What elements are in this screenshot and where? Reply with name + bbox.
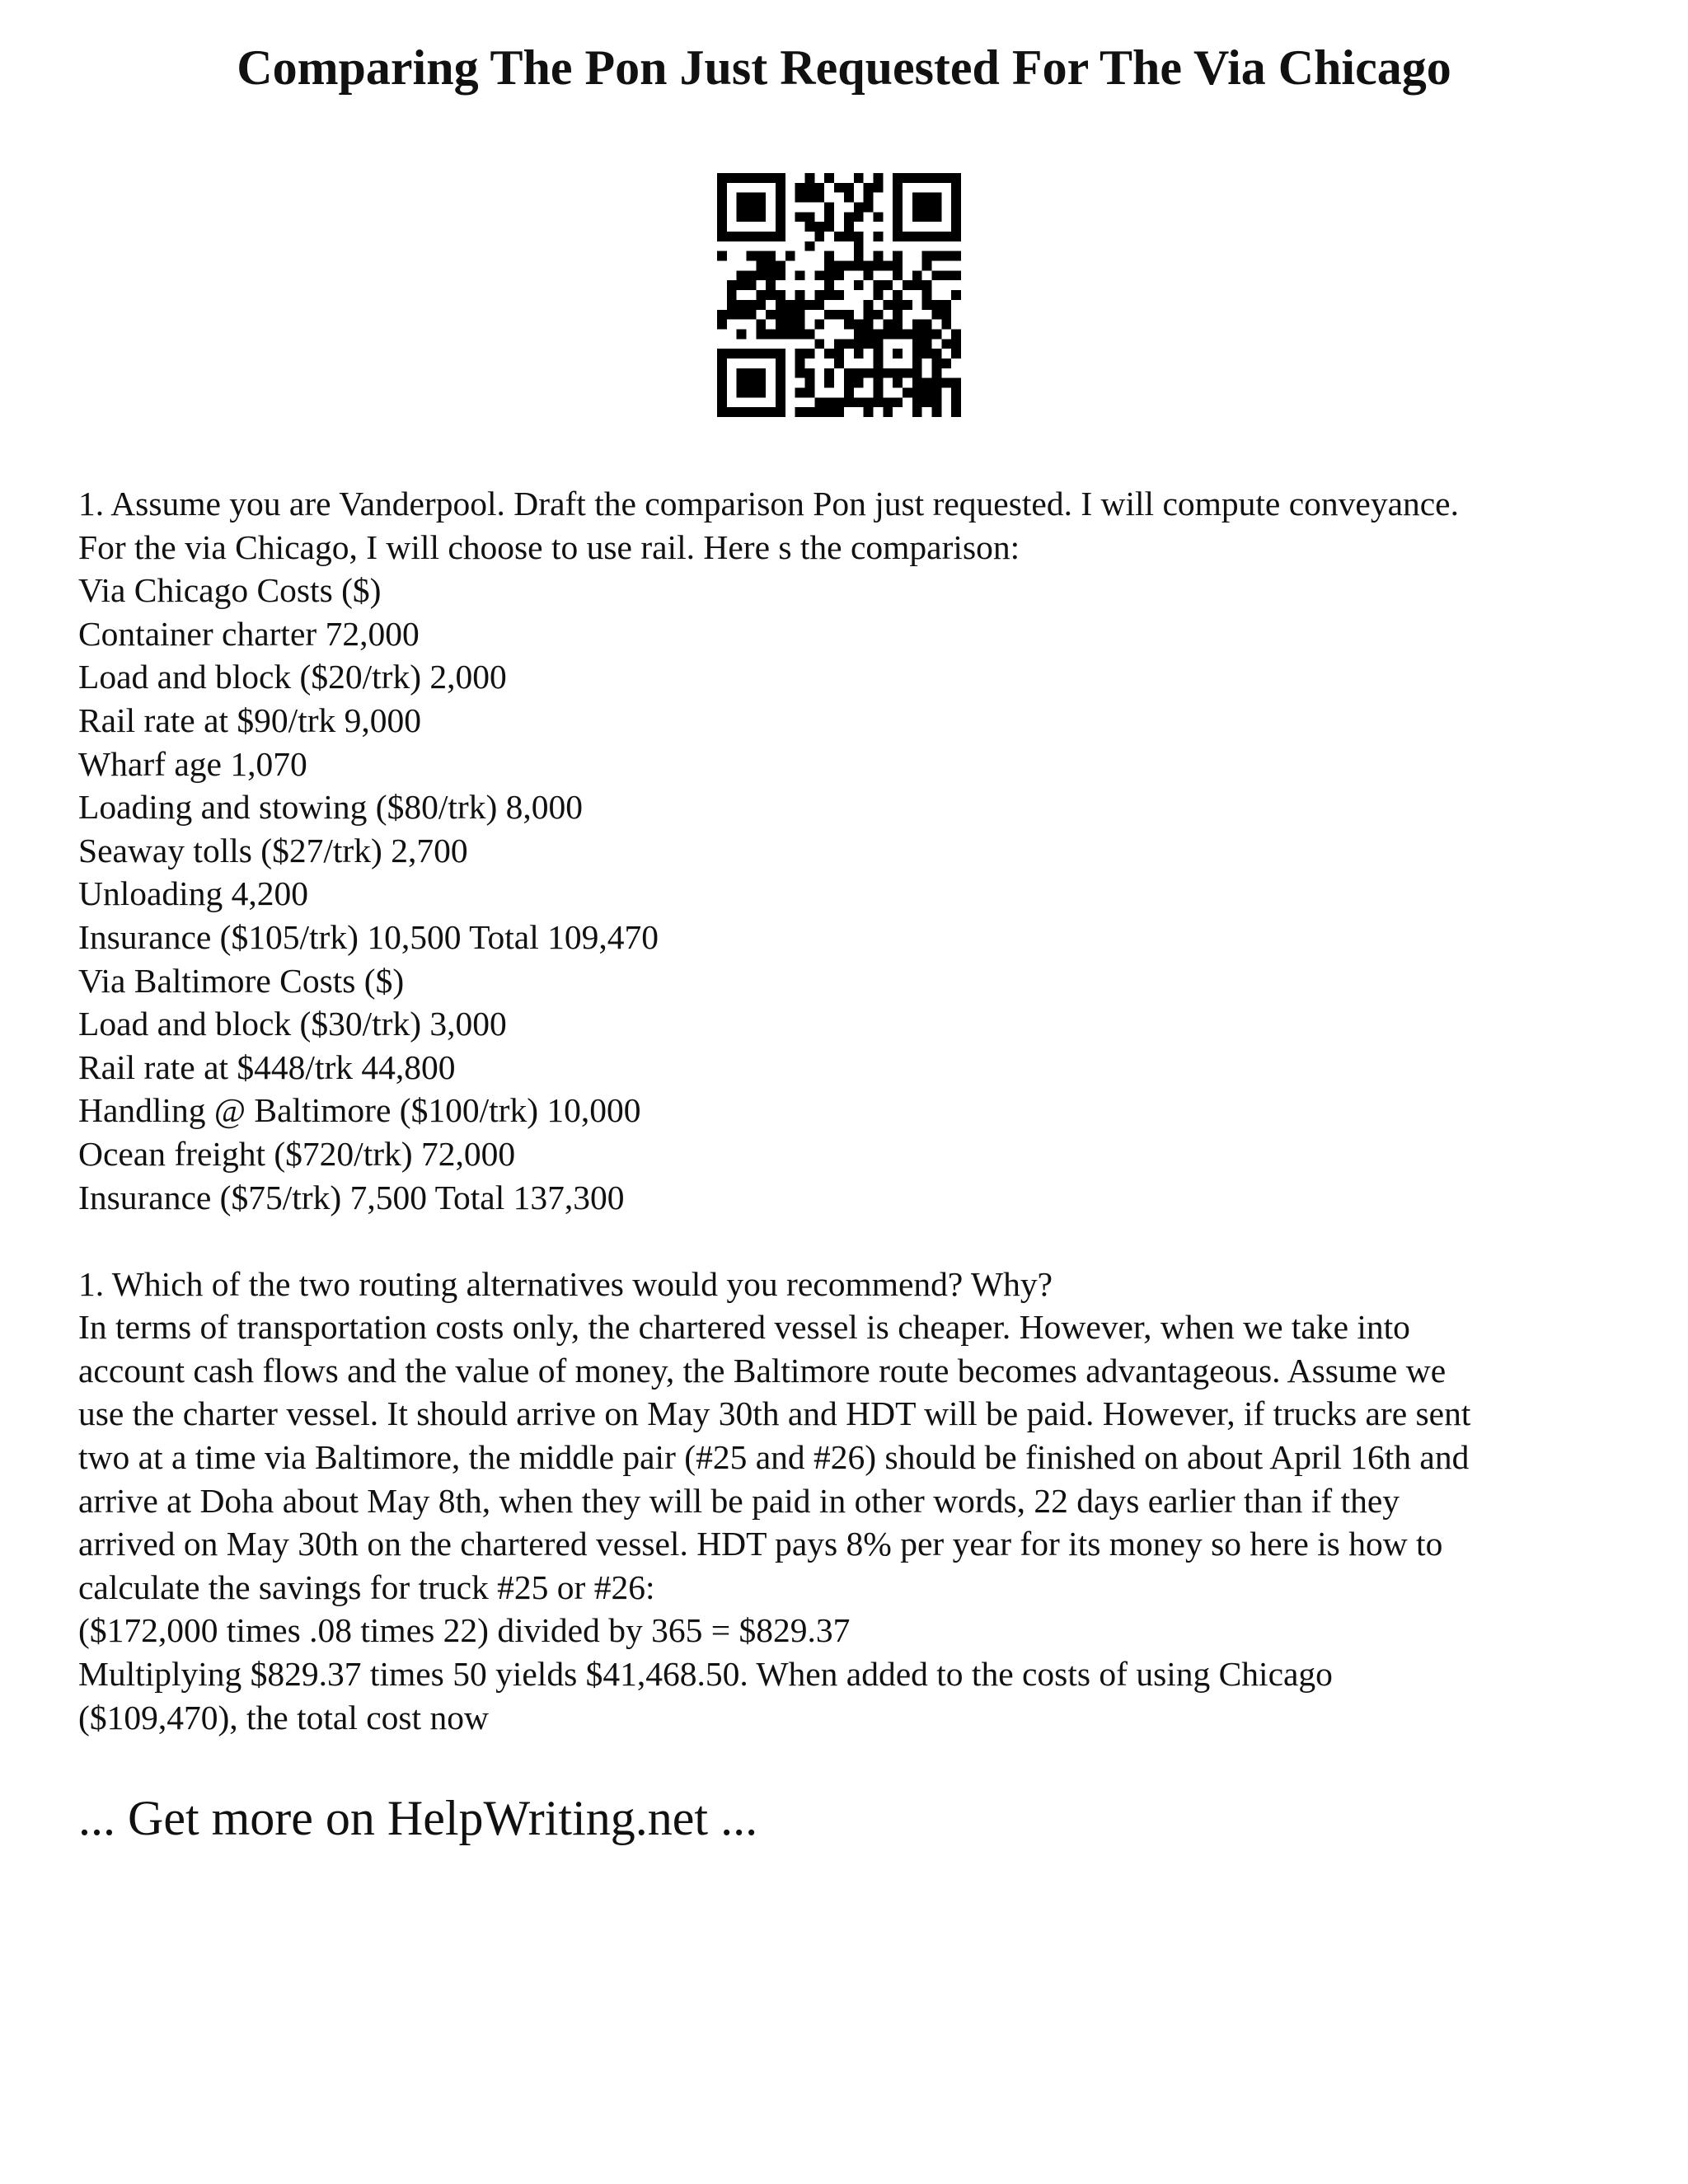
cost-heading-chicago: Via Chicago Costs ($) [78, 571, 382, 610]
paragraph-line: ($109,470), the total cost now [78, 1698, 489, 1736]
get-more-link[interactable]: ... Get more on HelpWriting.net ... [78, 1791, 758, 1845]
paragraph-line: account cash flows and the value of money, the Baltimore route becomes advantageous. Assume we [78, 1351, 1447, 1390]
document-body [78, 482, 1628, 1739]
paragraph-line: two at a time via Baltimore, the middle pair (#25 and #26) should be finished on about April 16th and [78, 1438, 1470, 1477]
cost-total-line: Insurance ($75/trk) 7,500 Total 137,300 [78, 1178, 625, 1216]
cost-line: Unloading 4,200 [78, 874, 308, 913]
cost-heading-baltimore: Via Baltimore Costs ($) [78, 961, 405, 1000]
cost-line: Rail rate at $90/trk 9,000 [78, 701, 422, 739]
cost-line: Wharf age 1,070 [78, 744, 307, 783]
cost-total-line: Insurance ($105/trk) 10,500 Total 109,470 [78, 917, 659, 956]
comparison-section [78, 482, 1628, 1219]
qr-code-icon [717, 173, 961, 417]
question-line: 1. Which of the two routing alternatives would you recommend? Why? [78, 1264, 1053, 1303]
paragraph-line: 1. Assume you are Vanderpool. Draft the comparison Pon just requested. I will compute conveyance. [78, 485, 1459, 523]
recommendation-section [78, 1263, 1628, 1740]
paragraph-line: For the via Chicago, I will choose to use rail. Here s the comparison: [78, 527, 1020, 566]
formula-line: ($172,000 times .08 times 22) divided by 365 = $829.37 [78, 1611, 851, 1650]
cost-line: Container charter 72,000 [78, 614, 420, 653]
cost-line: Load and block ($20/trk) 2,000 [78, 658, 507, 696]
cost-line: Ocean freight ($720/trk) 72,000 [78, 1134, 516, 1173]
page-title: Comparing The Pon Just Requested For The Via Chicago [237, 40, 1451, 95]
cost-line: Load and block ($30/trk) 3,000 [78, 1005, 507, 1043]
paragraph-line: use the charter vessel. It should arrive on May 30th and HDT will be paid. However, if trucks are sent [78, 1394, 1471, 1433]
paragraph-line: Multiplying $829.37 times 50 yields $41,468.50. When added to the costs of using Chicago [78, 1655, 1333, 1694]
cost-line: Handling @ Baltimore ($100/trk) 10,000 [78, 1091, 641, 1130]
cost-line: Loading and stowing ($80/trk) 8,000 [78, 788, 584, 827]
paragraph-line: calculate the savings for truck #25 or #26: [78, 1568, 655, 1606]
cost-line: Rail rate at $448/trk 44,800 [78, 1047, 456, 1086]
paragraph-gap [78, 1219, 1628, 1263]
cost-line: Seaway tolls ($27/trk) 2,700 [78, 831, 468, 869]
paragraph-line: arrive at Doha about May 8th, when they will be paid in other words, 22 days earlier than if they [78, 1481, 1400, 1520]
paragraph-line: In terms of transportation costs only, the chartered vessel is cheaper. However, when we take into [78, 1308, 1410, 1347]
paragraph-line: arrived on May 30th on the chartered vessel. HDT pays 8% per year for its money so here is how to [78, 1525, 1443, 1563]
